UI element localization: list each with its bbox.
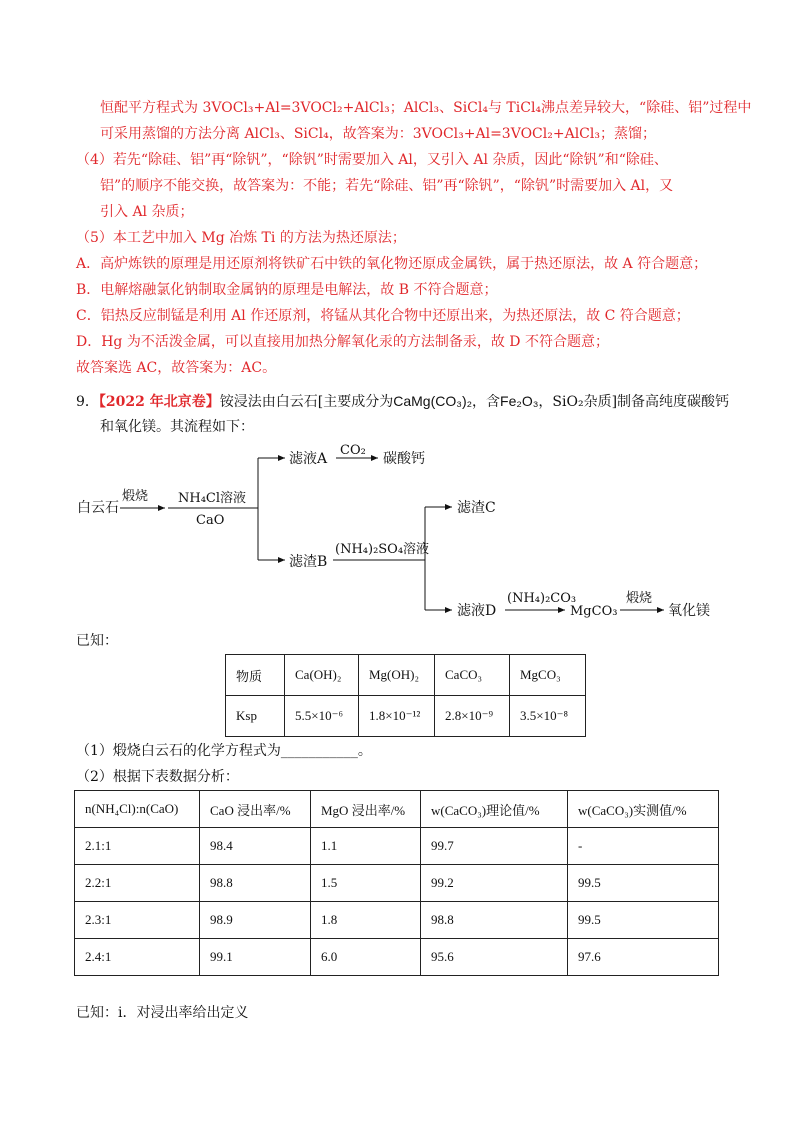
- table-cell: 99.2: [421, 865, 568, 902]
- table-cell: Ksp: [226, 696, 285, 737]
- question-text: ，: [538, 394, 553, 410]
- table-cell: 99.5: [568, 902, 719, 939]
- table-cell: -: [568, 828, 719, 865]
- answer-option-c: C．铝热反应制锰是利用 Al 作还原剂，将锰从其化合物中还原出来，为热还原法，故 C 符合题意；: [76, 308, 690, 324]
- flow-residue-b: 滤渣B: [289, 554, 328, 570]
- ksp-table: [225, 654, 586, 737]
- flow-residue-c: 滤渣C: [457, 500, 496, 516]
- known-label-1: 已知：: [76, 633, 118, 649]
- table-header-cell: w(CaCO₃)理论值/%: [421, 791, 568, 828]
- table-cell: 6.0: [311, 939, 421, 976]
- question-source: 【2022 年北京卷】: [98, 394, 220, 410]
- answer-line-5: 引入 Al 杂质；: [100, 204, 194, 220]
- table-row: [75, 902, 719, 939]
- table-cell: 99.1: [200, 939, 311, 976]
- known-label-2: 已知：i．对浸出率给出定义: [76, 1005, 249, 1021]
- formula-fe2o3: Fe₂O₃: [500, 393, 539, 409]
- answer-line-1: 恒配平方程式为 3VOCl₃+Al=3VOCl₂+AlCl₃；AlCl₃、SiCl₄与 TiCl₄沸点差异较大，“除硅、铝”过程中: [100, 100, 752, 116]
- flow-filtrate-a: 滤液A: [289, 451, 328, 467]
- table-cell: 2.3:1: [75, 902, 200, 939]
- table-row: [75, 865, 719, 902]
- table-header-cell: Mg(OH)₂: [359, 655, 435, 696]
- table-header-cell: n(NH₄Cl):n(CaO): [75, 791, 200, 828]
- table-header-cell: CaO 浸出率/%: [200, 791, 311, 828]
- table-header-cell: w(CaCO₃)实测值/%: [568, 791, 719, 828]
- answer-option-b: B．电解熔融氯化钠制取金属钠的原理是电解法，故 B 不符合题意；: [76, 282, 498, 298]
- answer-line-6: （5）本工艺中加入 Mg 冶炼 Ti 的方法为热还原法；: [76, 230, 406, 246]
- flow-filtrate-d: 滤液D: [457, 603, 497, 619]
- table-cell: 98.9: [200, 902, 311, 939]
- table-cell: 98.4: [200, 828, 311, 865]
- table-header-cell: MgO 浸出率/%: [311, 791, 421, 828]
- question-9-line-2: 和氧化镁。其流程如下：: [100, 419, 254, 435]
- answer-line-4: 铝”的顺序不能交换，故答案为：不能；若先“除硅、铝”再“除钒”，“除钒”时需要加入 Al，又: [100, 178, 674, 194]
- formula-sio2: SiO₂: [552, 394, 584, 410]
- flow-label-nh42co3: (NH₄)₂CO₃: [507, 591, 577, 606]
- formula-dolomite: CaMg(CO₃)₂: [393, 393, 473, 409]
- ksp-table-header: [226, 655, 586, 696]
- process-flow-diagram: [0, 440, 800, 640]
- question-part-1: （1）煅烧白云石的化学方程式为___________。: [76, 743, 372, 759]
- answer-line-2: 可采用蒸馏的方法分离 AlCl₃、SiCl₄，故答案为：3VOCl₃+Al=3VOCl₂+AlCl₃；蒸馏；: [100, 126, 656, 142]
- table-cell: 97.6: [568, 939, 719, 976]
- flow-label-nh42so4: (NH₄)₂SO₄溶液: [335, 542, 430, 557]
- answer-option-d: D．Hg 为不活泼金属，可以直接用加热分解氧化汞的方法制备汞，故 D 不符合题意；: [76, 334, 609, 350]
- table-row: [75, 828, 719, 865]
- table-cell: 99.5: [568, 865, 719, 902]
- table-cell: 2.1:1: [75, 828, 200, 865]
- flow-label-calcine-1: 煅烧: [122, 489, 149, 504]
- answer-line-3: （4）若先“除硅、铝”再“除钒”，“除钒”时需要加入 Al，又引入 Al 杂质，因此“除钒”和“除硅、: [76, 152, 668, 168]
- table-header-cell: 物质: [226, 655, 285, 696]
- table-cell: 3.5×10⁻⁸: [510, 696, 586, 737]
- flow-label-nh4cl: NH₄Cl溶液: [178, 491, 247, 506]
- question-text: 铵浸法由白云石[主要成分为: [219, 394, 394, 410]
- table-header-cell: CaCO₃: [435, 655, 510, 696]
- flow-product-caco3: 碳酸钙: [383, 451, 425, 467]
- flow-label-cao: CaO: [196, 513, 225, 528]
- flow-label-calcine-2: 煅烧: [626, 591, 653, 606]
- table-cell: 98.8: [200, 865, 311, 902]
- table-cell: 98.8: [421, 902, 568, 939]
- table-cell: 1.8×10⁻¹²: [359, 696, 435, 737]
- question-text: ，含: [472, 394, 501, 410]
- leaching-data-table: [74, 790, 719, 976]
- flow-mgco3: MgCO₃: [570, 604, 618, 619]
- ksp-table-row: [226, 696, 586, 737]
- flow-label-co2: CO₂: [340, 443, 366, 458]
- question-part-2: （2）根据下表数据分析：: [76, 769, 239, 785]
- question-number: 9．: [76, 394, 99, 410]
- table-cell: 1.5: [311, 865, 421, 902]
- table-cell: 2.2:1: [75, 865, 200, 902]
- table-header-cell: MgCO₃: [510, 655, 586, 696]
- table-cell: 1.8: [311, 902, 421, 939]
- table-cell: 95.6: [421, 939, 568, 976]
- table-cell: 99.7: [421, 828, 568, 865]
- question-9-line-1: [76, 392, 729, 411]
- table-header-cell: Ca(OH)₂: [285, 655, 359, 696]
- table-cell: 1.1: [311, 828, 421, 865]
- table-header-row: [75, 791, 719, 828]
- flow-start: 白云石: [77, 500, 119, 516]
- table-row: [75, 939, 719, 976]
- table-cell: 2.8×10⁻⁹: [435, 696, 510, 737]
- answer-option-a: A．高炉炼铁的原理是用还原剂将铁矿石中铁的氧化物还原成金属铁，属于热还原法，故 A 符合题意；: [76, 256, 708, 272]
- flow-product-mgo: 氧化镁: [668, 603, 710, 619]
- table-cell: 2.4:1: [75, 939, 200, 976]
- question-text: 杂质]制备高纯度碳酸钙: [583, 394, 730, 410]
- answer-conclusion: 故答案选 AC，故答案为：AC。: [76, 360, 277, 376]
- table-cell: 5.5×10⁻⁶: [285, 696, 359, 737]
